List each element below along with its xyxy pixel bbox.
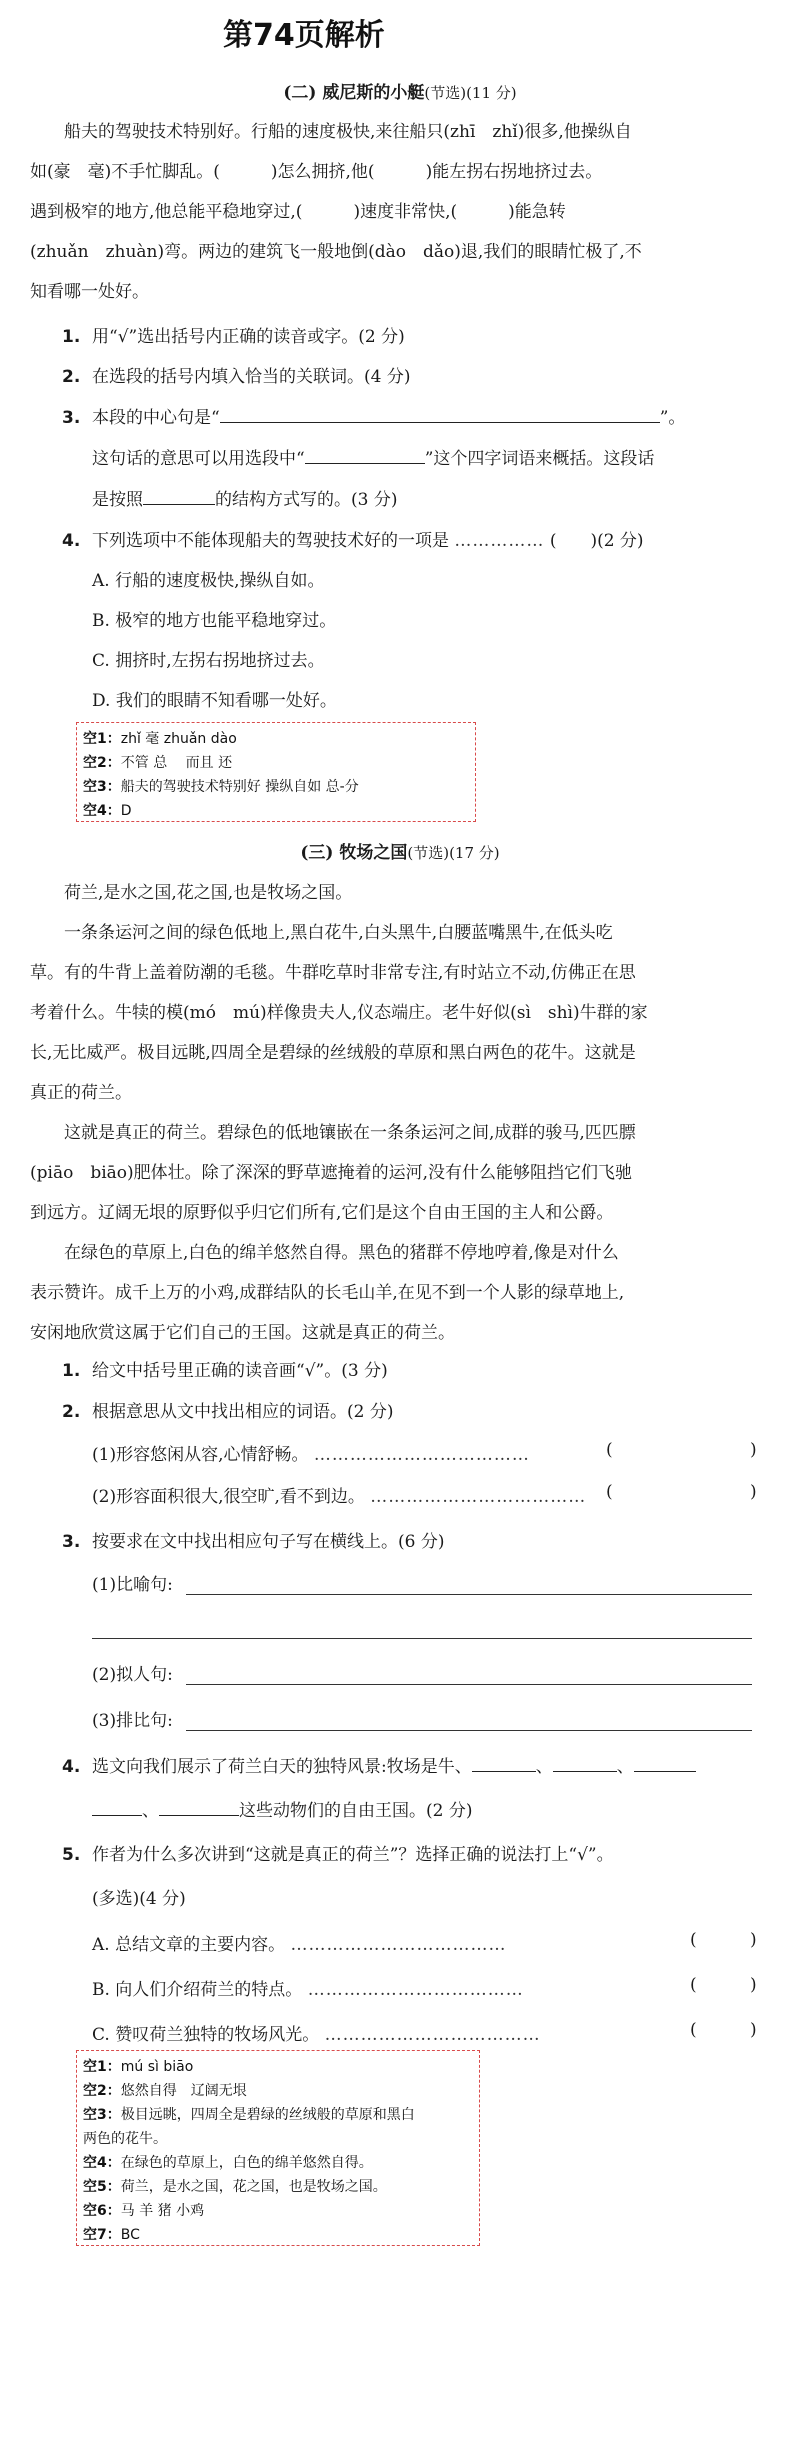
passage-line: 遇到极窄的地方,他总能平稳地穿过,( )速度非常快,( )能急转 — [30, 202, 566, 222]
answer-blank[interactable] — [634, 1755, 696, 1772]
s2-q2-text: 在选段的括号内填入恰当的关联词。(4 分) — [92, 367, 411, 387]
answer-blank[interactable] — [472, 1755, 536, 1772]
answer-row — [83, 751, 469, 775]
passage-line: (piāo biāo)肥体壮。除了深深的野草遮掩着的运河,没有什么能够阻挡它们飞驰 — [30, 1163, 633, 1183]
section2-title-text: (二) 威尼斯的小艇 — [283, 83, 425, 103]
answer-paren-open[interactable]: ( — [690, 1930, 697, 1950]
answer-paren-close: ) — [750, 1482, 757, 1502]
section2-passage — [30, 112, 760, 312]
s3-question-5: 5. 作者为什么多次讲到“这就是真正的荷兰”？选择正确的说法打上“√”。 — [62, 1845, 614, 1865]
s2-q3-text: 本段的中心句是“ — [92, 408, 220, 428]
answer-text: 船夫的驾驶技术特别好 操纵自如 总-分 — [120, 779, 359, 795]
answer-paren[interactable]: ( )(2 分) — [549, 531, 644, 551]
s2-question-2: 2. 在选段的括号内填入恰当的关联词。(4 分) — [62, 367, 411, 387]
answer-text: BC — [120, 2227, 140, 2243]
passage-line: 一条条运河之间的绿色低地上,黑白花牛,白头黑牛,白腰蓝嘴黑牛,在低头吃 — [64, 923, 613, 943]
s3-q3-item-1: (1)比喻句: — [92, 1575, 173, 1595]
s3-option-b — [92, 1975, 524, 2000]
passage-line: 荷兰,是水之国,花之国,也是牧场之国。 — [64, 883, 353, 903]
answer-paren-open[interactable]: ( — [690, 2020, 697, 2040]
answer-text: 马 羊 猪 小鸡 — [120, 2203, 205, 2219]
passage-line: 知看哪一处好。 — [30, 282, 149, 302]
answer-row — [83, 2199, 473, 2223]
s3-option-c — [92, 2020, 541, 2045]
answer-label: 空3： — [83, 2107, 121, 2123]
s2-question-3b — [92, 444, 654, 469]
s2-q3c-text: 是按照 — [92, 490, 143, 510]
answer-blank[interactable] — [159, 1799, 239, 1816]
answer-paren-open[interactable]: ( — [606, 1440, 613, 1460]
answer-blank[interactable] — [143, 488, 215, 505]
answer-row — [83, 727, 469, 751]
answer-paren-close: ) — [750, 1440, 757, 1460]
answer-paren-close: ) — [750, 1930, 757, 1950]
passage-line: 这就是真正的荷兰。碧绿色的低地镶嵌在一条条运河之间,成群的骏马,匹匹膘 — [64, 1123, 636, 1143]
answer-label: 空5： — [83, 2179, 121, 2195]
dot-leader: ……………………………… — [313, 1445, 530, 1465]
s3-q3-item-3: (3)排比句: — [92, 1711, 173, 1731]
option-c: C. 拥挤时,左拐右拐地挤过去。 — [92, 651, 325, 671]
answer-label: 空7： — [83, 2227, 121, 2243]
s3-option-a — [92, 1930, 507, 1955]
s3-q2-2-text: (2)形容面积很大,很空旷,看不到边。 — [92, 1487, 365, 1507]
answer-row — [83, 2127, 473, 2151]
s2-q3c-text2: 的结构方式写的。(3 分) — [215, 490, 398, 510]
separator: 、 — [142, 1801, 159, 1821]
answer-blank[interactable] — [92, 1799, 142, 1816]
answer-text: 不管 总 而且 还 — [120, 755, 233, 771]
option-text: C. 赞叹荷兰独特的牧场风光。 — [92, 2025, 320, 2045]
s3-q4-text: 选文向我们展示了荷兰白天的独特风景:牧场是牛、 — [92, 1757, 472, 1777]
s3-question-4b — [92, 1796, 472, 1821]
s3-question-2: 2. 根据意思从文中找出相应的词语。(2 分) — [62, 1402, 394, 1422]
answer-label: 空4： — [83, 2155, 121, 2171]
section3-title-note: (节选)(17 分) — [407, 844, 500, 862]
s3-q3-text: 按要求在文中找出相应句子写在横线上。(6 分) — [92, 1532, 445, 1552]
s3-question-1: 1. 给文中括号里正确的读音画“√”。(3 分) — [62, 1361, 388, 1381]
page-title: 第74页解析 — [223, 18, 385, 53]
answer-row — [83, 2223, 473, 2247]
answer-row — [83, 799, 469, 823]
s3-q3-item-2: (2)拟人句: — [92, 1665, 173, 1685]
s3-q2-text: 根据意思从文中找出相应的词语。(2 分) — [92, 1402, 394, 1422]
answer-label: 空4： — [83, 803, 121, 819]
dot-leader: …………… — [454, 531, 545, 551]
answer-text: 悠然自得 辽阔无垠 — [120, 2083, 247, 2099]
dot-leader: ……………………………… — [324, 2025, 541, 2045]
passage-line: 在绿色的草原上,白色的绵羊悠然自得。黑色的猪群不停地哼着,像是对什么 — [64, 1243, 619, 1263]
section3-title — [0, 838, 800, 863]
answer-text: 两色的花牛。 — [83, 2131, 167, 2147]
answer-text: 荷兰，是水之国，花之国，也是牧场之国。 — [120, 2179, 387, 2195]
answer-paren-close: ) — [750, 2020, 757, 2040]
option-text: B. 向人们介绍荷兰的特点。 — [92, 1980, 303, 2000]
separator: 、 — [616, 1757, 634, 1777]
answer-text: D — [120, 803, 132, 819]
answer-label: 空2： — [83, 755, 121, 771]
option-b: B. 极窄的地方也能平稳地穿过。 — [92, 611, 337, 631]
answer-blank[interactable] — [305, 447, 425, 464]
s2-question-3: 3. 本段的中心句是“ ”。 — [62, 408, 686, 428]
option-d: D. 我们的眼睛不知看哪一处好。 — [92, 691, 337, 711]
answer-row — [83, 2175, 473, 2199]
passage-line: 船夫的驾驶技术特别好。行船的速度极快,来往船只(zhī zhǐ)很多,他操纵自 — [64, 122, 632, 142]
s3-q1-text: 给文中括号里正确的读音画“√”。(3 分) — [92, 1361, 388, 1381]
section3-title-text: (三) 牧场之国 — [300, 843, 408, 863]
option-text: A. 总结文章的主要内容。 — [92, 1935, 286, 1955]
answer-row — [83, 2079, 473, 2103]
separator: 、 — [535, 1757, 553, 1777]
answer-line[interactable] — [186, 1730, 752, 1731]
passage-line: 考着什么。牛犊的模(mó mú)样像贵夫人,仪态端庄。老牛好似(sì shì)牛群的家 — [30, 1003, 648, 1023]
s2-question-1: 1. 用“√”选出括号内正确的读音或字。(2 分) — [62, 327, 405, 347]
dot-leader: ……………………………… — [290, 1935, 507, 1955]
answer-label: 空1： — [83, 2059, 121, 2075]
answer-text: zhǐ 毫 zhuǎn dào — [120, 731, 237, 747]
s3-q5-text: 作者为什么多次讲到“这就是真正的荷兰”？选择正确的说法打上“√”。 — [92, 1845, 614, 1865]
passage-line: 草。有的牛背上盖着防潮的毛毯。牛群吃草时非常专注,有时站立不动,仿佛正在思 — [30, 963, 636, 983]
answer-row — [83, 2151, 473, 2175]
answer-paren-open[interactable]: ( — [690, 1975, 697, 1995]
answer-line[interactable] — [186, 1684, 752, 1685]
s3-question-4: 4. 选文向我们展示了荷兰白天的独特风景:牧场是牛、 、 、 — [62, 1752, 696, 1777]
s3-q2-item-2 — [92, 1482, 586, 1507]
passage-line: 如(豪 毫)不手忙脚乱。( )怎么拥挤,他( )能左拐右拐地挤过去。 — [30, 162, 603, 182]
passage-line: 长,无比威严。极目远眺,四周全是碧绿的丝绒般的草原和黑白两色的花牛。这就是 — [30, 1043, 636, 1063]
s3-q5-note: (多选)(4 分) — [92, 1889, 186, 1909]
passage-line: 真正的荷兰。 — [30, 1083, 132, 1103]
answer-box-section3 — [76, 2050, 480, 2246]
passage-line: 表示赞许。成千上万的小鸡,成群结队的长毛山羊,在见不到一个人影的绿草地上, — [30, 1283, 625, 1303]
answer-row — [83, 2103, 473, 2127]
passage-line: 到远方。辽阔无垠的原野似乎归它们所有,它们是这个自由王国的主人和公爵。 — [30, 1203, 614, 1223]
s3-q2-1-text: (1)形容悠闲从容,心情舒畅。 — [92, 1445, 309, 1465]
answer-text: mú sì biāo — [120, 2059, 194, 2075]
dot-leader: ……………………………… — [370, 1487, 587, 1507]
answer-text: 极目远眺，四周全是碧绿的丝绒般的草原和黑白 — [120, 2107, 415, 2123]
answer-row — [83, 2055, 473, 2079]
option-a: A. 行船的速度极快,操纵自如。 — [92, 571, 325, 591]
s2-q3b-text2: ”这个四字词语来概括。这段话 — [424, 449, 655, 469]
s2-question-4: 4. 下列选项中不能体现船夫的驾驶技术好的一项是 …………… ( )(2 分) — [62, 531, 644, 551]
s2-q4-text: 下列选项中不能体现船夫的驾驶技术好的一项是 — [92, 531, 449, 551]
s2-q3b-text: 这句话的意思可以用选段中“ — [92, 449, 305, 469]
answer-line[interactable] — [186, 1594, 752, 1595]
answer-paren-open[interactable]: ( — [606, 1482, 613, 1502]
answer-row — [83, 775, 469, 799]
s2-question-3c — [92, 485, 397, 510]
answer-box-section2 — [76, 722, 476, 822]
s3-q4b-text: 这些动物们的自由王国。(2 分) — [239, 1801, 473, 1821]
answer-label: 空6： — [83, 2203, 121, 2219]
section2-title-note: (节选)(11 分) — [424, 84, 517, 102]
answer-blank[interactable] — [553, 1755, 617, 1772]
dot-leader: ……………………………… — [307, 1980, 524, 2000]
s3-q2-item-1 — [92, 1440, 530, 1465]
passage-line: (zhuǎn zhuàn)弯。两边的建筑飞一般地倒(dào dǎo)退,我们的眼睛忙极了,不 — [30, 242, 642, 262]
answer-blank[interactable] — [220, 406, 660, 423]
s2-q3-end: ”。 — [659, 408, 686, 428]
s3-question-3: 3. 按要求在文中找出相应句子写在横线上。(6 分) — [62, 1532, 445, 1552]
answer-paren-close: ) — [750, 1975, 757, 1995]
answer-label: 空1： — [83, 731, 121, 747]
s2-q1-text: 用“√”选出括号内正确的读音或字。(2 分) — [92, 327, 405, 347]
passage-line: 安闲地欣赏这属于它们自己的王国。这就是真正的荷兰。 — [30, 1323, 455, 1343]
answer-label: 空2： — [83, 2083, 121, 2099]
section3-passage — [30, 873, 760, 1353]
answer-line[interactable] — [92, 1638, 752, 1639]
answer-text: 在绿色的草原上，白色的绵羊悠然自得。 — [120, 2155, 373, 2171]
answer-label: 空3： — [83, 779, 121, 795]
section2-title — [0, 78, 800, 103]
